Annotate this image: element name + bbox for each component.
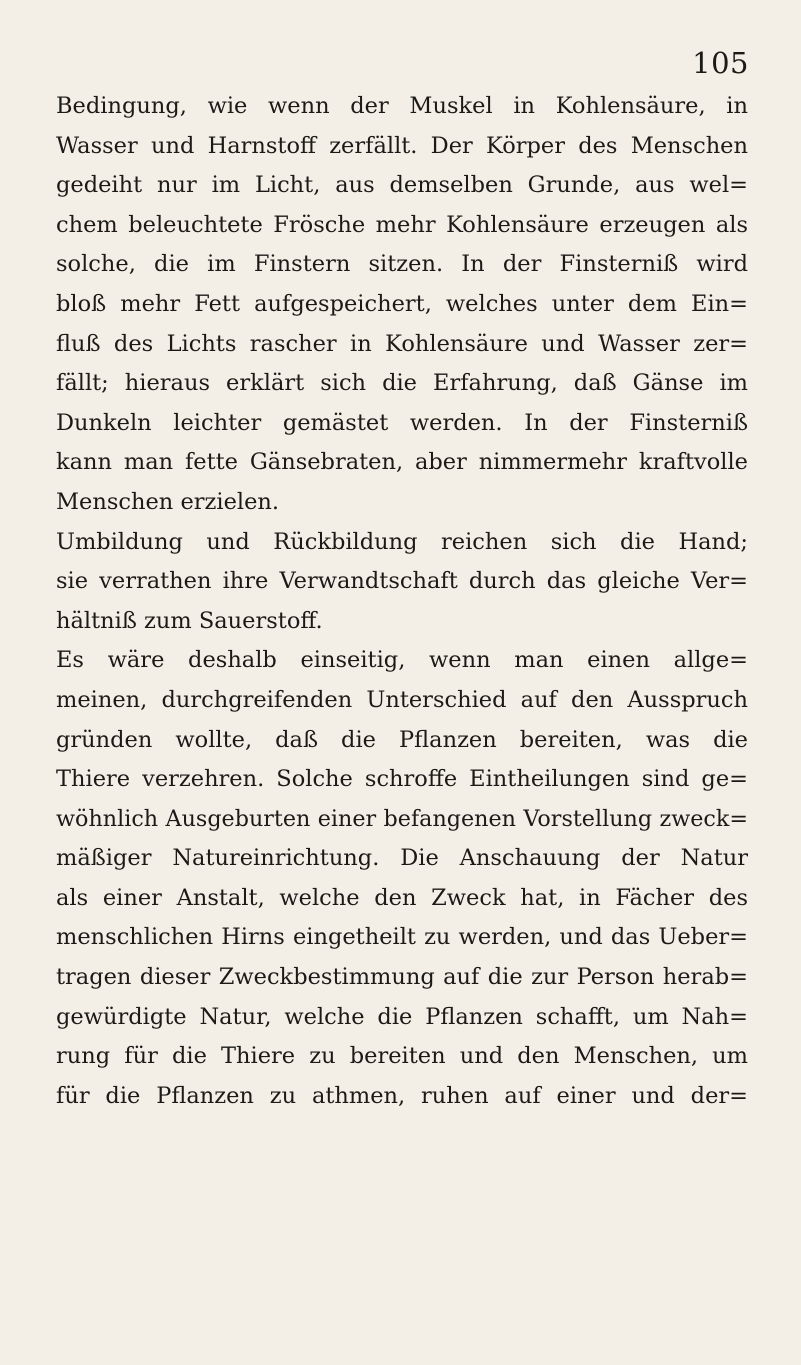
text-line: tragen dieser Zweckbestimmung auf die zur Person herab= — [56, 964, 748, 991]
text-line: für die Pflanzen zu athmen, ruhen auf einer und der= — [56, 1082, 748, 1109]
text-line: sie verrathen ihre Verwandtschaft durch das gleiche Ver= — [56, 568, 748, 595]
text-line: bloß mehr Fett aufgespeichert, welches unter dem Ein= — [56, 290, 748, 317]
text-line: chem beleuchtete Frösche mehr Kohlensäure erzeugen als — [56, 211, 748, 238]
text-line: Menschen erzielen. — [56, 488, 280, 515]
text-line: Dunkeln leichter gemästet werden. In der Finsterniß — [56, 409, 748, 436]
text-line: mäßiger Natureinrichtung. Die Anschauung der Natur — [56, 845, 748, 872]
text-line: Wasser und Harnstoff zerfällt. Der Körper des Menschen — [56, 132, 748, 159]
text-line: fluß des Lichts rascher in Kohlensäure und Wasser zer= — [56, 330, 748, 357]
text-line: solche, die im Finstern sitzen. In der Finsterniß wird — [56, 251, 748, 278]
text-line: Bedingung, wie wenn der Muskel in Kohlensäure, in — [56, 93, 748, 119]
body-text — [56, 87, 748, 1116]
text-line: wöhnlich Ausgeburten einer befangenen Vorstellung zweck= — [56, 805, 748, 832]
page-number: 105 — [692, 46, 749, 80]
text-line: als einer Anstalt, welche den Zweck hat, in Fächer des — [56, 884, 748, 911]
text-line: gründen wollte, daß die Pflanzen bereiten, was die — [56, 726, 748, 753]
text-line: hältniß zum Sauerstoff. — [56, 607, 323, 634]
text-line: Es wäre deshalb einseitig, wenn man einen allge= — [56, 647, 748, 674]
text-line: gewürdigte Natur, welche die Pflanzen schafft, um Nah= — [56, 1003, 748, 1030]
text-line: Thiere verzehren. Solche schroffe Eintheilungen sind ge= — [56, 766, 748, 793]
text-line: meinen, durchgreifenden Unterschied auf den Ausspruch — [56, 686, 748, 713]
text-line: rung für die Thiere zu bereiten und den Menschen, um — [56, 1043, 748, 1070]
text-line: gedeiht nur im Licht, aus demselben Grunde, aus wel= — [56, 172, 748, 199]
text-line: kann man fette Gänsebraten, aber nimmermehr kraftvolle — [56, 449, 748, 476]
text-line: menschlichen Hirns eingetheilt zu werden, und das Ueber= — [56, 924, 748, 951]
text-line: Umbildung und Rückbildung reichen sich die Hand; — [56, 528, 748, 555]
text-line: fällt; hieraus erklärt sich die Erfahrung, daß Gänse im — [56, 370, 748, 397]
